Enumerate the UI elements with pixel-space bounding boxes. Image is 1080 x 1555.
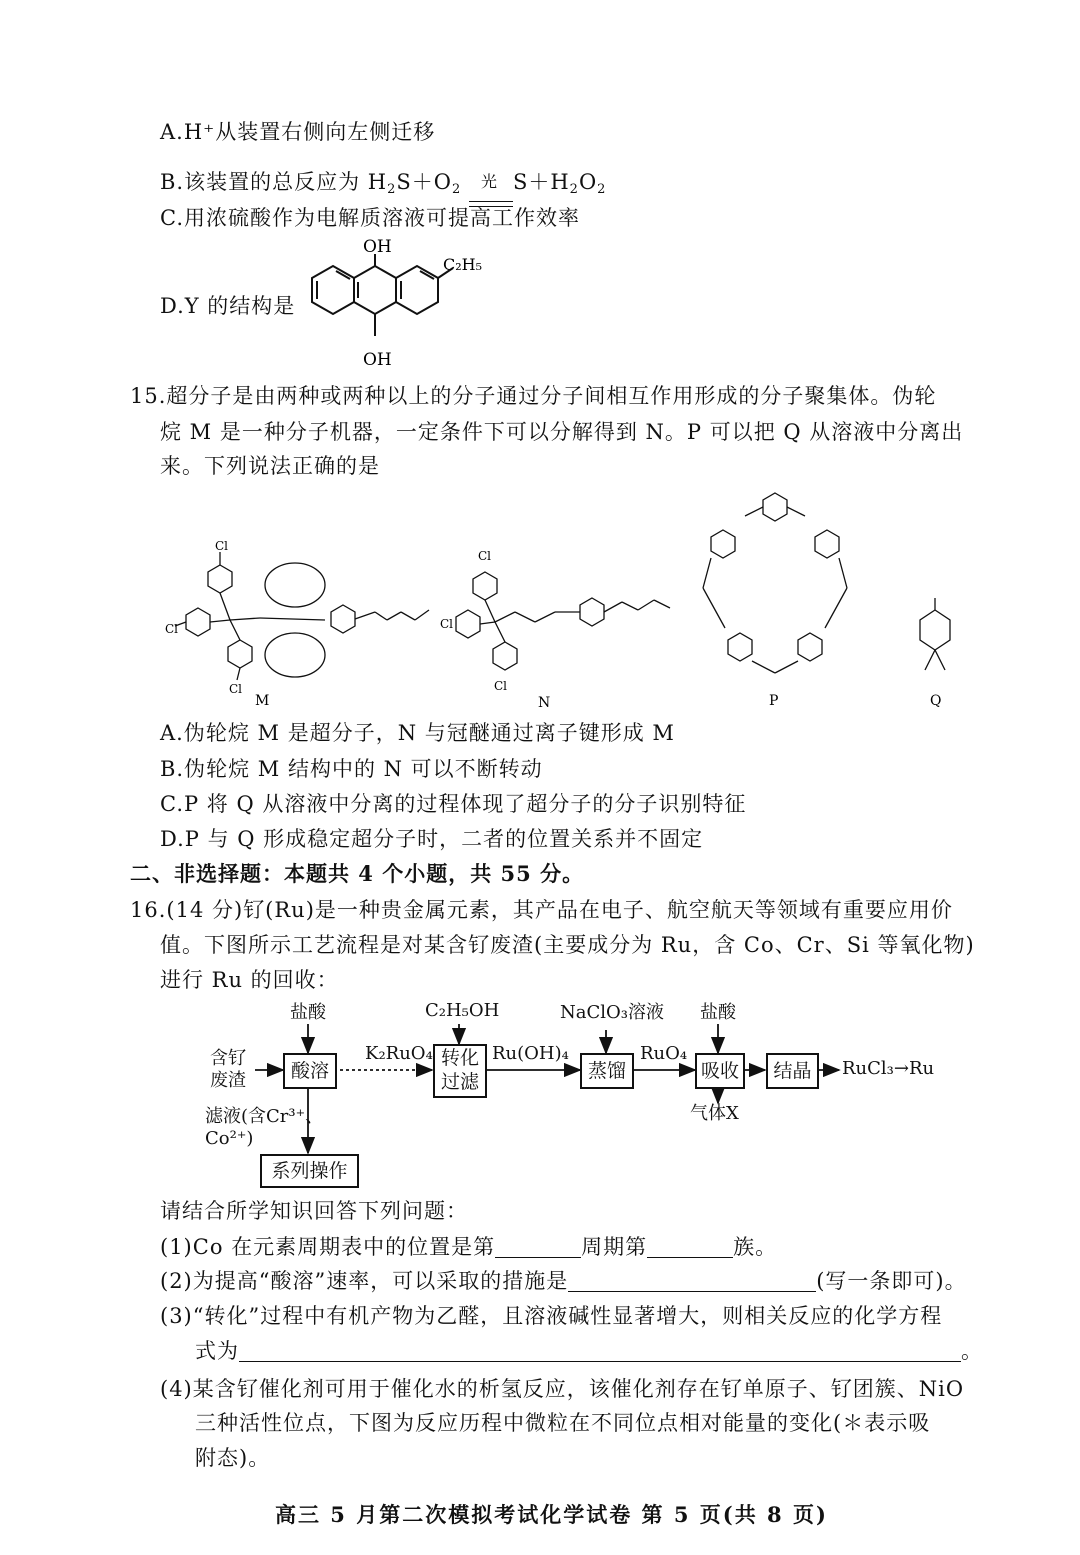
flow-gas-x: 气体X <box>690 1103 739 1124</box>
q15-stem-line1: 15.超分子是由两种或两种以上的分子通过分子间相互作用形成的分子聚集体。伪轮 <box>130 384 937 408</box>
svg-text:Cl: Cl <box>478 549 492 563</box>
molecule-p-label: P <box>769 693 779 709</box>
svg-text:Cl: Cl <box>215 539 229 553</box>
q15-stem-line2: 烷 M 是一种分子机器，一定条件下可以分解得到 N。P 可以把 Q 从溶液中分离出 <box>160 420 964 444</box>
svg-text:Cl: Cl <box>229 682 243 696</box>
answer-blank-equation[interactable] <box>239 1341 961 1362</box>
q16-stem-line2: 值。下图所示工艺流程是对某含钌废渣(主要成分为 Ru，含 Co、Cr、Si 等氧化物) <box>160 933 975 957</box>
flow-box-convert-filter: 转化 过滤 <box>433 1044 487 1098</box>
flow-naclo3: NaClO₃溶液 <box>560 1002 664 1023</box>
flow-hcl-1: 盐酸 <box>290 1002 326 1023</box>
flow-box-acid-dissolve: 酸溶 <box>283 1053 337 1089</box>
q16-stem-line3: 进行 Ru 的回收： <box>160 968 339 992</box>
q14-reaction-condition: 光 <box>480 172 498 191</box>
molecule-n-label: N <box>538 695 551 711</box>
molecule-q-label: Q <box>930 693 942 709</box>
molecule-m-label: M <box>255 693 270 709</box>
section-2-heading: 二、非选择题：本题共 4 个小题，共 55 分。 <box>130 861 585 886</box>
flow-box-distill: 蒸馏 <box>580 1053 634 1089</box>
q16-part3-line2: 式为 。 <box>195 1339 983 1363</box>
q16-part1: (1)Co 在元素周期表中的位置是第 周期第 族。 <box>160 1235 778 1259</box>
page-footer: 高三 5 月第二次模拟考试化学试卷 第 5 页(共 8 页) <box>275 1502 828 1527</box>
structure-y-oh-bottom: OH <box>363 350 392 370</box>
svg-text:Cl: Cl <box>165 622 179 636</box>
flow-box-crystallize: 结晶 <box>766 1053 819 1089</box>
answer-blank-group[interactable] <box>647 1237 733 1258</box>
flow-filtrate: 滤液(含Cr³⁺、 Co²⁺) <box>205 1106 324 1149</box>
flow-ethanol: C₂H₅OH <box>425 1000 500 1021</box>
q16-part4-line3: 附态)。 <box>195 1446 271 1470</box>
structure-y-oh-top: OH <box>363 237 392 257</box>
q14-option-c: C.用浓硫酸作为电解质溶液可提高工作效率 <box>160 206 580 230</box>
q16-stem-line1: 16.(14 分)钌(Ru)是一种贵金属元素，其产品在电子、航空航天等领域有重要应用价 <box>130 898 953 922</box>
q16-part4-line1: (4)某含钌催化剂可用于催化水的析氢反应，该催化剂存在钌单原子、钌团簇、NiO <box>160 1377 965 1401</box>
flow-input-label: 含钌 废渣 <box>210 1048 246 1091</box>
q14-option-a: A.H⁺从装置右侧向左侧迁移 <box>160 120 436 144</box>
q15-stem-line3: 来。下列说法正确的是 <box>160 454 380 478</box>
q16-part3-line1: (3)“转化”过程中有机产物为乙醛，且溶液碱性显著增大，则相关反应的化学方程 <box>160 1304 943 1328</box>
q15-option-c: C.P 将 Q 从溶液中分离的过程体现了超分子的分子识别特征 <box>160 792 747 816</box>
svg-text:Cl: Cl <box>494 679 508 693</box>
answer-blank-measure[interactable] <box>568 1271 816 1292</box>
q15-option-b: B.伪轮烷 M 结构中的 N 可以不断转动 <box>160 757 543 781</box>
q16-part2: (2)为提高“酸溶”速率，可以采取的措施是 (写一条即可)。 <box>160 1269 967 1293</box>
q14-option-d: D.Y 的结构是 <box>160 294 296 318</box>
flow-k2ruo4: K₂RuO₄ <box>365 1043 433 1064</box>
q14-option-b: B.该装置的总反应为 $H_2S+O_2$ 光 $S+H_2O_2$ <box>160 167 606 205</box>
q15-option-a: A.伪轮烷 M 是超分子，N 与冠醚通过离子键形成 M <box>160 721 675 745</box>
answer-blank-period[interactable] <box>495 1237 581 1258</box>
flow-ruoh4: Ru(OH)₄ <box>492 1043 569 1064</box>
q14-option-b-text: B.该装置的总反应为 H <box>160 170 388 194</box>
flow-box-series-operations: 系列操作 <box>260 1154 359 1188</box>
q16-part4-line2: 三种活性位点，下图为反应历程中微粒在不同位点相对能量的变化(＊表示吸 <box>195 1411 931 1435</box>
flow-hcl-2: 盐酸 <box>700 1002 736 1023</box>
q16-prompt: 请结合所学知识回答下列问题： <box>160 1199 468 1223</box>
structure-y-ethyl: C₂H₅ <box>443 255 483 274</box>
flow-box-absorb: 吸收 <box>695 1053 745 1089</box>
q15-option-d: D.P 与 Q 形成稳定超分子时，二者的位置关系并不固定 <box>160 827 704 851</box>
flow-ruo4: RuO₄ <box>640 1043 688 1064</box>
svg-text:Cl: Cl <box>440 617 454 631</box>
flow-product: RuCl₃→Ru <box>842 1058 935 1079</box>
